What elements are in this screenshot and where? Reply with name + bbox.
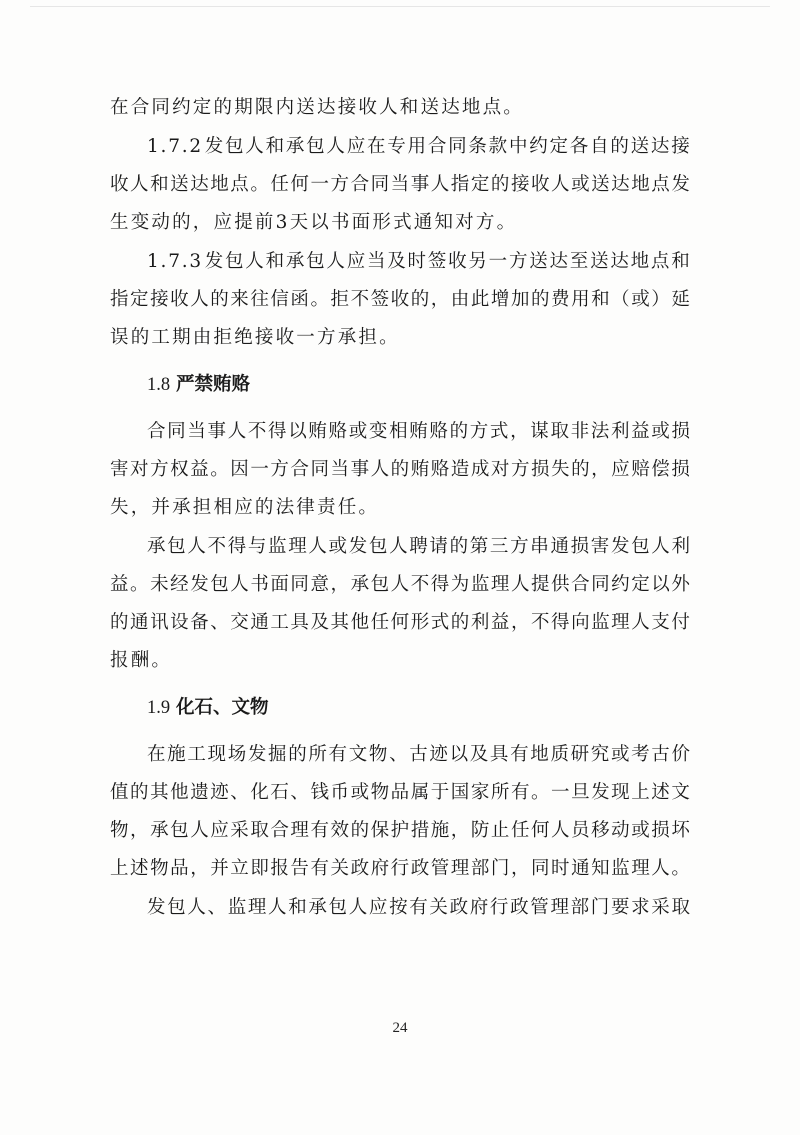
page-content bbox=[110, 96, 690, 920]
body-line: 误的工期由拒绝接收一方承担。 bbox=[110, 327, 400, 348]
body-line: 值 的 其 他 遗 迹 、 化 石 、 钱 币 或 物 品 属 于 国 家 所 有 。 一 旦 发 现 上 述 文 bbox=[110, 782, 690, 803]
page-number: 24 bbox=[392, 1020, 408, 1036]
section-heading-1-9 bbox=[110, 696, 690, 720]
section-title: 化石、文物 bbox=[176, 697, 269, 718]
body-line: 益 。 未 经 发 包 人 书 面 同 意 ， 承 包 人 不 得 为 监 理 人 提 供 合 同 约 定 以 外 bbox=[110, 574, 690, 595]
body-line: 合 同 当 事 人 不 得 以 贿 赂 或 变 相 贿 赂 的 方 式 ， 谋 取 非 法 利 益 或 损 bbox=[147, 421, 690, 442]
body-line: 收 人 和 送 达 地 点 。 任 何 一 方 合 同 当 事 人 指 定 的 接 收 人 或 送 达 地 点 发 bbox=[110, 174, 690, 195]
body-line: 承 包 人 不 得 与 监 理 人 或 发 包 人 聘 请 的 第 三 方 串 通 损 害 发 包 人 利 bbox=[147, 536, 690, 557]
section-number: 1.9 bbox=[147, 698, 171, 718]
body-line: 生变动的，应提前3天以书面形式通知对方。 bbox=[110, 212, 518, 233]
section-number: 1.8 bbox=[147, 375, 171, 395]
body-line: 发 包 人 、 监 理 人 和 承 包 人 应 按 有 关 政 府 行 政 管 理 部 门 要 求 采 取 bbox=[147, 897, 690, 918]
scan-edge-line bbox=[30, 6, 770, 7]
body-line: 害 对 方 权 益 。 因 一 方 合 同 当 事 人 的 贿 赂 造 成 对 方 损 失 的 ， 应 赔 偿 损 bbox=[110, 459, 690, 480]
body-line: 在合同约定的期限内送达接收人和送达地点。 bbox=[110, 97, 525, 118]
body-line: 上 述 物 品 ， 并 立 即 报 告 有 关 政 府 行 政 管 理 部 门 ， 同 时 通 知 监 理 人 。 bbox=[110, 858, 690, 879]
body-line: 的 通 讯 设 备 、 交 通 工 具 及 其 他 任 何 形 式 的 利 益 ， 不 得 向 监 理 人 支 付 bbox=[110, 612, 690, 633]
body-line: 物 ， 承 包 人 应 采 取 合 理 有 效 的 保 护 措 施 ， 防 止 任 何 人 员 移 动 或 损 坏 bbox=[110, 820, 690, 841]
section-title: 严禁贿赂 bbox=[176, 374, 251, 395]
section-heading-1-8 bbox=[110, 373, 690, 397]
body-line: 指 定 接 收 人 的 来 往 信 函 。 拒 不 签 收 的 ， 由 此 增 加 的 费 用 和 （ 或 ） 延 bbox=[110, 289, 690, 310]
clause-1-7-2-line: 1 . 7 . 2 发 包 人 和 承 包 人 应 在 专 用 合 同 条 款 中 约 定 各 自 的 送 达 接 bbox=[147, 136, 690, 157]
clause-1-7-3-line: 1 . 7 . 3 发 包 人 和 承 包 人 应 当 及 时 签 收 另 一 方 送 达 至 送 达 地 点 和 bbox=[147, 251, 690, 272]
body-line: 失，并承担相应的法律责任。 bbox=[110, 497, 380, 518]
body-line: 报酬。 bbox=[110, 650, 173, 671]
body-line: 在 施 工 现 场 发 掘 的 所 有 文 物 、 古 迹 以 及 具 有 地 质 研 究 或 考 古 价 bbox=[147, 744, 690, 765]
